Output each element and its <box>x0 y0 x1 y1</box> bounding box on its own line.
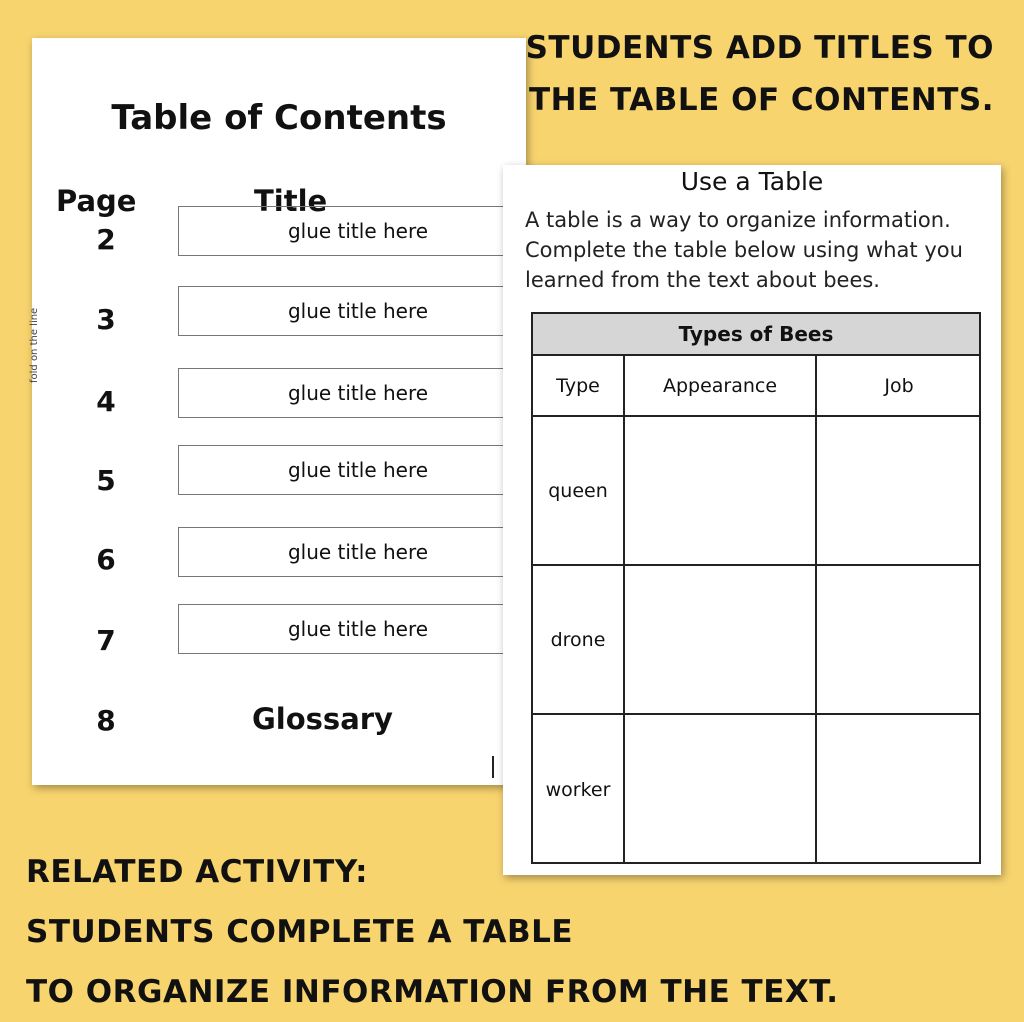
column-divider <box>815 356 817 862</box>
column-header-appearance: Appearance <box>662 374 778 397</box>
glue-title-box: glue title here <box>178 368 538 418</box>
row-label-drone: drone <box>550 628 606 651</box>
table-of-contents-page <box>29 38 526 785</box>
toc-page-number: 6 <box>96 543 116 576</box>
use-a-table-page <box>503 165 1001 875</box>
worksheet-title: Use a Table <box>680 167 824 196</box>
toc-page-number: 8 <box>96 704 116 737</box>
table-heading: Types of Bees <box>533 314 979 356</box>
bottom-caption-line-2: STUDENTS COMPLETE A TABLE <box>26 914 574 950</box>
glue-title-box: glue title here <box>178 206 538 256</box>
fold-mark <box>492 756 494 778</box>
glue-title-box: glue title here <box>178 286 538 336</box>
glue-title-box: glue title here <box>178 445 538 495</box>
bottom-caption <box>26 842 839 1022</box>
column-header-job: Job <box>884 374 914 397</box>
top-caption <box>526 22 994 126</box>
top-caption-line-1: STUDENTS ADD TITLES TO <box>525 30 994 66</box>
toc-page-number: 4 <box>96 385 116 418</box>
row-label-worker: worker <box>545 778 611 801</box>
bottom-caption-line-3: TO ORGANIZE INFORMATION FROM THE TEXT. <box>26 974 839 1010</box>
row-label-queen: queen <box>548 479 608 502</box>
column-divider <box>623 356 625 862</box>
bees-table <box>531 312 981 864</box>
toc-title: Table of Contents <box>111 98 447 138</box>
toc-page-number: 5 <box>96 464 116 497</box>
worksheet-description: A table is a way to organize information. Complete the table below using what you learned from the text about bees. <box>525 208 963 292</box>
glue-title-box: glue title here <box>178 604 538 654</box>
fold-line-note: fold on the line <box>29 307 40 383</box>
top-caption-line-2: THE TABLE OF CONTENTS. <box>528 82 994 118</box>
toc-page-number: 2 <box>96 223 116 256</box>
glue-title-box: glue title here <box>178 527 538 577</box>
glossary-label: Glossary <box>252 702 393 736</box>
toc-page-header: Page <box>56 184 137 218</box>
toc-page-number: 7 <box>96 624 116 657</box>
toc-page-number: 3 <box>96 303 116 336</box>
column-header-type: Type <box>556 374 600 397</box>
bottom-caption-line-1: RELATED ACTIVITY: <box>26 854 368 890</box>
toc-title-header: Title <box>254 184 328 218</box>
